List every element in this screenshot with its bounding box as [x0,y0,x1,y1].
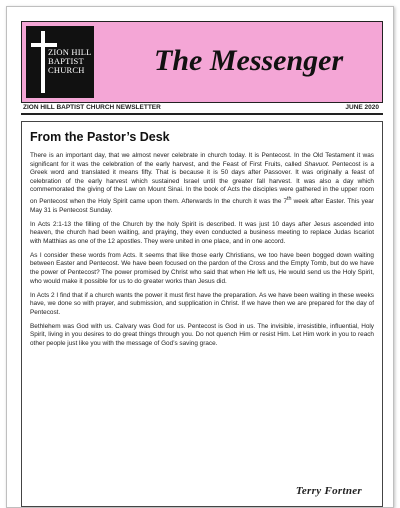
paragraph [30,152,374,215]
text-run: . Pentecost is a Greek word and translated it means fifty. That is because it is 50 days after Passover. It was originally a feast of celebration of the early harvest which sustained Israel until the greater fall harvest. It was also a day which commemorated the giving of the Law on Mount Sinai. In the book of Acts the disciples were gathered in the upper room on Pentecost when the Holy Spirit came upon them. Afterwards In the church it was the 7 [30,160,374,206]
superscript: th [287,195,292,202]
newsletter-title: The Messenger [154,44,344,77]
article-frame [21,121,383,507]
paragraph: Bethlehem was God with us. Calvary was God for us. Pentecost is God in us. The invisible, irresistible, influential, Holy Spirit, living in you desires to do great things through you. Do not quench Him or resist Him. Let Him work in you to reach other people just like you with the message of God’s saving grace. [30,322,374,347]
emphasis-text: Shavuot [304,160,328,168]
pastor-signature: Terry Fortner [295,485,362,497]
paragraph: In Acts 2 I find that if a church wants the power it must first have the preparation. As we have been waiting in these weeks have, we done so with prayer, and submission, and supplication in Christ. If we have then we are prepared for the day of Pentecost. [30,291,374,316]
newsletter-page [6,6,394,508]
logo-line: ZION HILL [48,47,92,57]
newsletter-name: ZION HILL BAPTIST CHURCH NEWSLETTER [23,104,161,111]
article-body [30,152,374,354]
logo-line: CHURCH [48,65,85,75]
paragraph: In Acts 2:1-13 the filling of the Church by the holy Spirit is described. It was just 10 days after Jesus ascended into heaven, the church had been waiting, and praying, they even conducted a business meeting to replace Judas Iscariot with Matthias as one of the 12 apostles. They were united in one place, and in one accord. [30,220,374,245]
masthead [21,21,383,103]
text-run: There is an important day, that we almost never celebrate in church today. It is Pentecost. In the Old Testament it was significant for it was the celebration of the early harvest, and the Feast of First Fruits, called [30,152,374,168]
issue-date: JUNE 2020 [345,104,379,111]
paragraph: As I consider these words from Acts. It seems that like those early Christians, we too have been bogged down waiting between Easter and Pentecost. We have been focused on the pardon of the Cross and the Empty Tomb, but do we have the power of Pentecost? The power promised by Christ who said that when He left us, He would send us the Holy Spirit, who would make it possible for us to do greater works than Jesus did. [30,251,374,285]
logo-text [48,48,94,75]
text-run: week after Easter. This year May 31 is Pentecost Sunday. [30,198,374,214]
article-heading: From the Pastor’s Desk [30,130,170,144]
church-logo [26,26,94,98]
logo-line: BAPTIST [48,56,84,66]
newsletter-subheader [21,103,383,115]
